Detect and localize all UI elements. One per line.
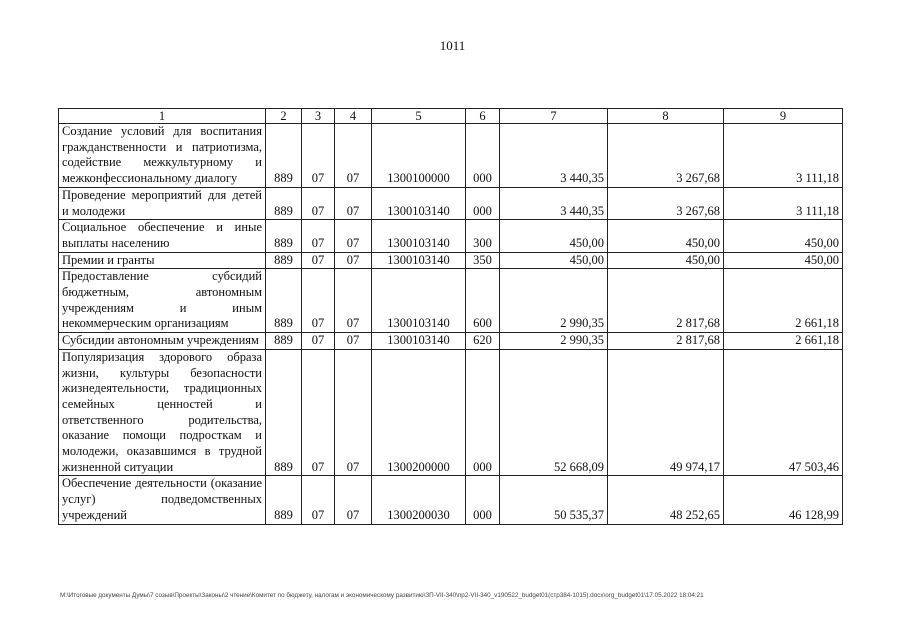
expense-type-cell: 300 [466, 220, 500, 252]
table-row [59, 333, 843, 350]
budget-table [58, 108, 843, 525]
expense-type-cell: 000 [466, 349, 500, 476]
amount-year1-cell: 50 535,37 [500, 476, 608, 524]
row-name-cell: Популяризация здорового образа жизни, культуры безопасности жизнедеятельности, традиционных семейных ценностей и ответственного родительства, оказание помощи подросткам и молодежи, оказавшимся в трудной жизненной ситуации [59, 349, 266, 476]
row-name-cell: Обеспечение деятельности (оказание услуг) подведомственных учреждений [59, 476, 266, 524]
amount-year2-cell: 48 252,65 [608, 476, 724, 524]
expense-type-cell: 000 [466, 124, 500, 188]
target-article-cell: 1300103140 [372, 333, 466, 350]
expense-type-cell: 600 [466, 269, 500, 333]
section-code-cell: 07 [302, 349, 335, 476]
section-code-cell: 07 [302, 187, 335, 219]
amount-year1-cell: 52 668,09 [500, 349, 608, 476]
section-code-cell: 07 [302, 252, 335, 269]
chapter-code-cell: 889 [266, 333, 302, 350]
target-article-cell: 1300103140 [372, 269, 466, 333]
table-row [59, 187, 843, 219]
section-code-cell: 07 [302, 333, 335, 350]
row-name-cell: Премии и гранты [59, 252, 266, 269]
row-name-cell: Проведение мероприятий для детей и молодежи [59, 187, 266, 219]
amount-year1-cell: 450,00 [500, 220, 608, 252]
chapter-code-cell: 889 [266, 220, 302, 252]
subsection-code-cell: 07 [335, 220, 372, 252]
column-header: 6 [466, 109, 500, 124]
subsection-code-cell: 07 [335, 476, 372, 524]
chapter-code-cell: 889 [266, 187, 302, 219]
subsection-code-cell: 07 [335, 252, 372, 269]
target-article-cell: 1300200030 [372, 476, 466, 524]
amount-year3-cell: 46 128,99 [724, 476, 843, 524]
amount-year1-cell: 450,00 [500, 252, 608, 269]
amount-year1-cell: 2 990,35 [500, 269, 608, 333]
amount-year2-cell: 450,00 [608, 220, 724, 252]
target-article-cell: 1300200000 [372, 349, 466, 476]
amount-year3-cell: 47 503,46 [724, 349, 843, 476]
target-article-cell: 1300103140 [372, 220, 466, 252]
expense-type-cell: 000 [466, 476, 500, 524]
column-header: 4 [335, 109, 372, 124]
amount-year2-cell: 2 817,68 [608, 269, 724, 333]
file-path-footer: M:\Итоговые документы Думы\7 созыв\Проекты\Законы\2 чтение\Комитет по бюджету, налогам и экономическому развитию\ЗП-VII-340\пр2-VII-340_v190522_budget01(стр384-1015).docx\org_budget01\17.05.2022 18:04:21 [60, 592, 704, 599]
chapter-code-cell: 889 [266, 476, 302, 524]
column-header: 7 [500, 109, 608, 124]
page-number: 1011 [439, 38, 466, 53]
amount-year2-cell: 2 817,68 [608, 333, 724, 350]
expense-type-cell: 350 [466, 252, 500, 269]
row-name-cell: Предоставление субсидий бюджетным, автономным учреждениям и иным некоммерческим организациям [59, 269, 266, 333]
amount-year2-cell: 49 974,17 [608, 349, 724, 476]
amount-year1-cell: 3 440,35 [500, 124, 608, 188]
table-row [59, 269, 843, 333]
subsection-code-cell: 07 [335, 187, 372, 219]
column-header: 5 [372, 109, 466, 124]
expense-type-cell: 620 [466, 333, 500, 350]
amount-year3-cell: 2 661,18 [724, 333, 843, 350]
subsection-code-cell: 07 [335, 333, 372, 350]
amount-year2-cell: 3 267,68 [608, 187, 724, 219]
chapter-code-cell: 889 [266, 269, 302, 333]
chapter-code-cell: 889 [266, 124, 302, 188]
table-row [59, 220, 843, 252]
chapter-code-cell: 889 [266, 252, 302, 269]
amount-year3-cell: 450,00 [724, 220, 843, 252]
chapter-code-cell: 889 [266, 349, 302, 476]
column-header: 2 [266, 109, 302, 124]
target-article-cell: 1300103140 [372, 252, 466, 269]
section-code-cell: 07 [302, 220, 335, 252]
section-code-cell: 07 [302, 269, 335, 333]
row-name-cell: Создание условий для воспитания гражданственности и патриотизма, содействие межкультурному и межконфессиональному диалогу [59, 124, 266, 188]
amount-year3-cell: 450,00 [724, 252, 843, 269]
row-name-cell: Социальное обеспечение и иные выплаты населению [59, 220, 266, 252]
column-header: 9 [724, 109, 843, 124]
subsection-code-cell: 07 [335, 269, 372, 333]
table-row [59, 349, 843, 476]
expense-type-cell: 000 [466, 187, 500, 219]
column-header: 3 [302, 109, 335, 124]
column-header: 1 [59, 109, 266, 124]
target-article-cell: 1300100000 [372, 124, 466, 188]
amount-year1-cell: 3 440,35 [500, 187, 608, 219]
subsection-code-cell: 07 [335, 349, 372, 476]
section-code-cell: 07 [302, 124, 335, 188]
amount-year1-cell: 2 990,35 [500, 333, 608, 350]
amount-year2-cell: 3 267,68 [608, 124, 724, 188]
table-row [59, 476, 843, 524]
amount-year3-cell: 3 111,18 [724, 187, 843, 219]
section-code-cell: 07 [302, 476, 335, 524]
amount-year2-cell: 450,00 [608, 252, 724, 269]
column-header: 8 [608, 109, 724, 124]
amount-year3-cell: 3 111,18 [724, 124, 843, 188]
table-header-row [59, 109, 843, 124]
target-article-cell: 1300103140 [372, 187, 466, 219]
table-row [59, 252, 843, 269]
table-row [59, 124, 843, 188]
row-name-cell: Субсидии автономным учреждениям [59, 333, 266, 350]
amount-year3-cell: 2 661,18 [724, 269, 843, 333]
subsection-code-cell: 07 [335, 124, 372, 188]
